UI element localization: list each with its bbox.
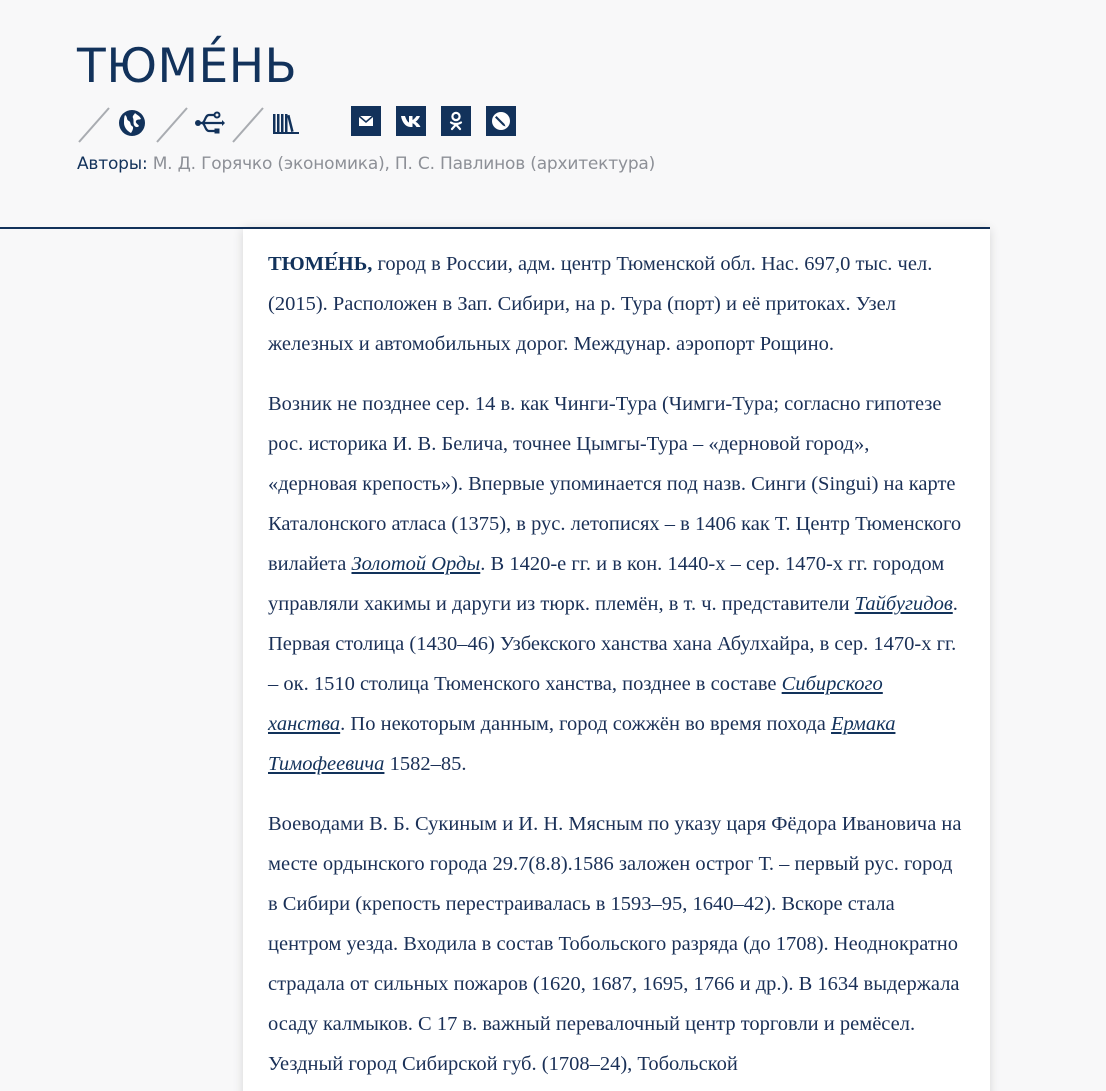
vk-icon [396, 106, 426, 136]
article-term: ТЮМЕ́НЬ, [268, 253, 373, 275]
slash-divider [77, 102, 113, 144]
livejournal-icon [486, 106, 516, 136]
share-vk-button[interactable] [396, 106, 426, 136]
article-paragraph-history [268, 384, 963, 784]
link-siberian-khanate[interactable]: Сибирского ханства [268, 673, 883, 735]
slash-divider [155, 102, 191, 144]
article-paragraph-founding [268, 804, 963, 1084]
paragraph-text: Возник не позднее сер. 14 в. как Чинги-Тура (Чимги-Тура; согласно гипотезе рос. историка И. В. Белича, точнее Цымгы-Тура – «дерновой город», «дерновая крепость»). Впервые упоминается под назв. Синги (Singui) на карте Каталонского атласа (1375), в рус. летописях – в 1406 как Т. Центр Тюменского вилайета [268, 393, 962, 575]
share-livejournal-button[interactable] [486, 106, 516, 136]
link-golden-horde[interactable]: Золотой Орды [351, 553, 481, 575]
authors-label: Авторы: [77, 154, 148, 174]
paragraph-text: 1582–85. [384, 753, 467, 775]
paragraph-text: . В 1420-е гг. и в кон. 1440-х – сер. 1470-х гг. городом управляли хакимы и даруги из тюрк. племён, в т. ч. представители [268, 553, 945, 615]
share-mail-button[interactable] [351, 106, 381, 136]
globe-icon[interactable] [117, 108, 147, 138]
odnoklassniki-icon [441, 106, 471, 136]
authors-line [77, 152, 655, 176]
article-paragraph-intro [268, 244, 963, 364]
mail-icon [351, 106, 381, 136]
link-taibugids[interactable]: Тайбугидов [854, 593, 953, 615]
paragraph-text: . Первая столица (1430–46) Узбекского ханства хана Абулхайра, в сер. 1470-х гг. – ок. 1510 столица Тюменского ханства, позднее в составе [268, 593, 958, 695]
usb-branch-icon[interactable] [193, 108, 223, 138]
paragraph-text: город в России, адм. центр Тюменской обл. Нас. 697,0 тыс. чел. (2015). Расположен в Зап. Сибири, на р. Тура (порт) и её притоках. Узел железных и автомобильных дорог. Междунар. аэропорт Рощино. [268, 253, 933, 355]
share-odnoklassniki-button[interactable] [441, 106, 471, 136]
article-card [243, 229, 990, 1091]
library-books-icon[interactable] [271, 108, 301, 138]
article-toolbar [77, 102, 537, 144]
page-title: ТЮМЕ́НЬ [77, 39, 298, 94]
slash-divider [231, 102, 267, 144]
paragraph-text: Воеводами В. Б. Сукиным и И. Н. Мясным по указу царя Фёдора Ивановича на месте ордынского города 29.7(8.8).1586 заложен острог Т. – первый рус. город в Сибири (крепость перестраивалась в 1593–95, 1640–42). Вскоре стала центром уезда. Входила в состав Тобольского разряда (до 1708). Неоднократно страдала от сильных пожаров (1620, 1687, 1695, 1766 и др.). В 1634 выдержала осаду калмыков. С 17 в. важный перевалочный центр торговли и ремёсел. Уездный город Сибирской губ. (1708–24), Тобольской [268, 813, 962, 1075]
article-body [268, 244, 963, 1091]
link-yermak[interactable]: Ермака Тимофеевича [268, 713, 896, 775]
paragraph-text: . По некоторым данным, город сожжён во время похода [340, 713, 832, 735]
article-header [0, 0, 1106, 228]
authors-names-link[interactable]: М. Д. Горячко (экономика), П. С. Павлинов (архитектура) [152, 154, 656, 174]
